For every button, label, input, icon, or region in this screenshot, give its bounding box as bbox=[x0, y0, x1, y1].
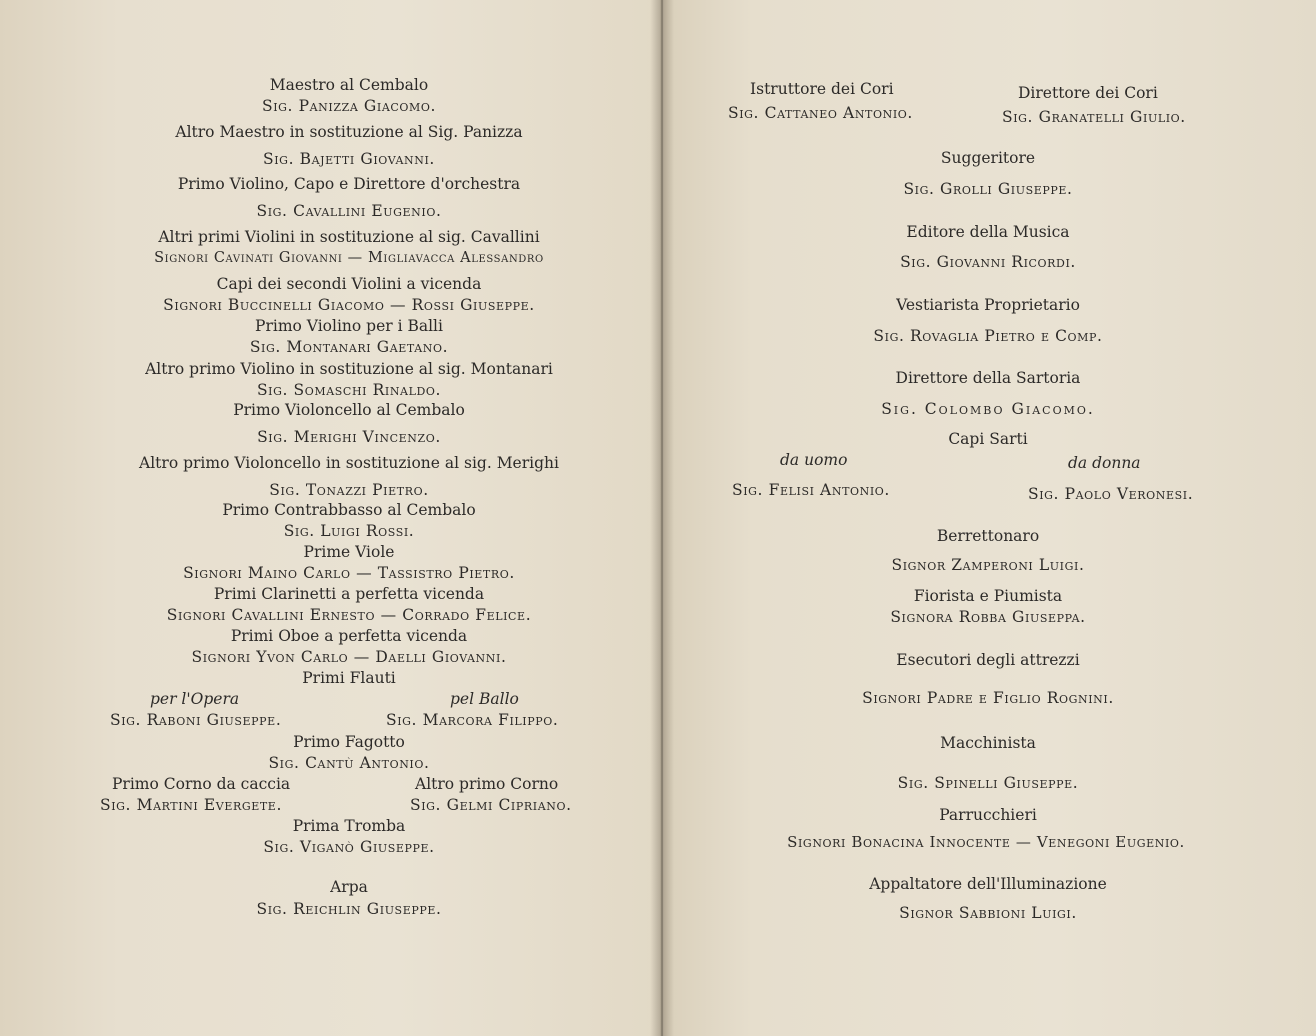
tailors-women-label: da donna bbox=[1068, 454, 1141, 472]
ballet-violin-name: Sig. Montanari Gaetano. bbox=[249, 338, 449, 356]
cello-sub-name: Sig. Tonazzi Pietro. bbox=[269, 481, 429, 499]
publisher-heading: Editore della Musica bbox=[906, 223, 1070, 241]
clarinet-heading: Primi Clarinetti a perfetta vicenda bbox=[213, 585, 485, 603]
substitute-name: Sig. Bajetti Giovanni. bbox=[263, 150, 435, 168]
flute-heading: Primi Flauti bbox=[302, 669, 396, 687]
lighting-heading: Appaltatore dell'Illuminazione bbox=[869, 875, 1107, 893]
cembalo-name: Sig. Panizza Giacomo. bbox=[261, 97, 437, 115]
cello-heading: Primo Violoncello al Cembalo bbox=[233, 401, 465, 419]
wigmaker-names: Signori Bonacina Innocente — Venegoni Eugenio. bbox=[787, 833, 1185, 851]
clarinet-names: Signori Cavallini Ernesto — Corrado Felice. bbox=[166, 606, 532, 624]
cello-sub-heading: Altro primo Violoncello in sostituzione al sig. Merighi bbox=[139, 454, 559, 472]
oboe-names: Signori Yvon Carlo — Daelli Giovanni. bbox=[191, 648, 507, 666]
tailors-women-name: Sig. Paolo Veronesi. bbox=[1028, 485, 1194, 503]
other-violins-heading: Altri primi Violini in sostituzione al sig. Cavallini bbox=[158, 228, 540, 246]
tailoring-name: Sig. Colombo Giacomo. bbox=[881, 400, 1095, 418]
viola-names: Signori Maino Carlo — Tassistro Pietro. bbox=[183, 564, 515, 582]
chorus-director-heading: Direttore dei Cori bbox=[1018, 84, 1158, 102]
flute-ballet-name: Sig. Marcora Filippo. bbox=[386, 711, 559, 729]
second-violins-names: Signori Buccinelli Giacomo — Rossi Giuseppe. bbox=[163, 296, 535, 314]
lighting-name: Signor Sabbioni Luigi. bbox=[899, 904, 1077, 922]
first-violin-heading: Primo Violino, Capo e Direttore d'orchestra bbox=[177, 175, 521, 193]
tailors-men-label: da uomo bbox=[780, 451, 848, 469]
prompter-name: Sig. Grolli Giuseppe. bbox=[903, 180, 1073, 198]
first-violin-name: Sig. Cavallini Eugenio. bbox=[256, 202, 442, 220]
machinist-name: Sig. Spinelli Giuseppe. bbox=[897, 774, 1079, 792]
hatter-name: Signor Zamperoni Luigi. bbox=[891, 556, 1085, 574]
ballet-violin-sub-name: Sig. Somaschi Rinaldo. bbox=[256, 381, 442, 399]
trumpet-name: Sig. Viganò Giuseppe. bbox=[263, 838, 435, 856]
right-page bbox=[660, 0, 1316, 1036]
flute-opera-label: per l'Opera bbox=[150, 690, 240, 708]
costumier-heading: Vestiarista Proprietario bbox=[896, 296, 1080, 314]
cembalo-heading: Maestro al Cembalo bbox=[269, 76, 429, 94]
harp-name: Sig. Reichlin Giuseppe. bbox=[256, 900, 442, 918]
horn-other-name: Sig. Gelmi Cipriano. bbox=[410, 796, 572, 814]
ballet-violin-heading: Primo Violino per i Balli bbox=[255, 317, 443, 335]
bassoon-heading: Primo Fagotto bbox=[293, 733, 405, 751]
horn-heading: Primo Corno da caccia bbox=[112, 775, 291, 793]
horn-name: Sig. Martini Evergete. bbox=[100, 796, 282, 814]
hatter-heading: Berrettonaro bbox=[936, 527, 1040, 545]
costumier-name: Sig. Rovaglia Pietro e Comp. bbox=[873, 327, 1103, 345]
cello-name: Sig. Merighi Vincenzo. bbox=[257, 428, 441, 446]
wigmaker-heading: Parrucchieri bbox=[939, 806, 1037, 824]
other-violins-names: Signori Cavinati Giovanni — Migliavacca Alessandro bbox=[154, 250, 544, 266]
machinist-heading: Macchinista bbox=[940, 734, 1036, 752]
props-name: Signori Padre e Figlio Rognini. bbox=[862, 689, 1114, 707]
publisher-name: Sig. Giovanni Ricordi. bbox=[900, 253, 1076, 271]
ballet-violin-sub-heading: Altro primo Violino in sostituzione al sig. Montanari bbox=[145, 360, 553, 378]
tailoring-heading: Direttore della Sartoria bbox=[895, 369, 1081, 387]
tailors-heading: Capi Sarti bbox=[948, 430, 1028, 448]
book-gutter bbox=[650, 0, 674, 1036]
chorus-instructor-heading: Istruttore dei Cori bbox=[750, 80, 894, 98]
horn-other-heading: Altro primo Corno bbox=[415, 775, 559, 793]
bassoon-name: Sig. Cantù Antonio. bbox=[268, 754, 430, 772]
florist-name: Signora Robba Giuseppa. bbox=[890, 608, 1086, 626]
flute-ballet-label: pel Ballo bbox=[450, 690, 519, 708]
props-heading: Esecutori degli attrezzi bbox=[896, 651, 1080, 669]
florist-heading: Fiorista e Piumista bbox=[913, 587, 1063, 605]
second-violins-heading: Capi dei secondi Violini a vicenda bbox=[216, 275, 482, 293]
bass-heading: Primo Contrabbasso al Cembalo bbox=[222, 501, 476, 519]
substitute-heading: Altro Maestro in sostituzione al Sig. Panizza bbox=[175, 123, 523, 141]
bass-name: Sig. Luigi Rossi. bbox=[283, 522, 415, 540]
viola-heading: Prime Viole bbox=[303, 543, 395, 561]
chorus-director-name: Sig. Granatelli Giulio. bbox=[1002, 108, 1186, 126]
flute-opera-name: Sig. Raboni Giuseppe. bbox=[110, 711, 282, 729]
trumpet-heading: Prima Tromba bbox=[292, 817, 406, 835]
oboe-heading: Primi Oboe a perfetta vicenda bbox=[230, 627, 468, 645]
prompter-heading: Suggeritore bbox=[940, 149, 1036, 167]
harp-heading: Arpa bbox=[330, 878, 368, 896]
tailors-men-name: Sig. Felisi Antonio. bbox=[732, 481, 890, 499]
chorus-instructor-name: Sig. Cattaneo Antonio. bbox=[728, 104, 913, 122]
